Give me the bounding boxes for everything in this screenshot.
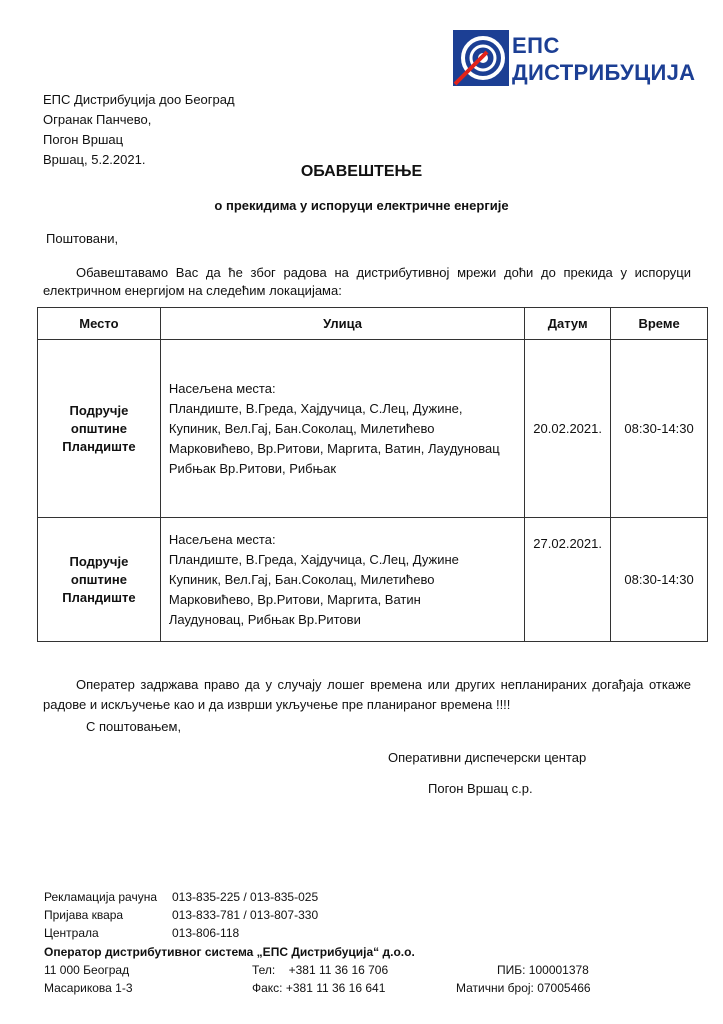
place-line: Подручје [69,553,129,569]
intro-paragraph: Обавештавамо Вас да ће због радова на дистрибутивној мрежи доћи до прекида у испоруци електричном енергијом на следећим локацијама: [43,265,691,298]
contact-label: Централа [44,926,99,940]
place-line: општине [70,571,127,587]
outage-table [37,307,708,642]
date-cell: 20.02.2021. [525,340,611,518]
street-line: Рибњак Вр.Ритови, Рибњак [168,460,337,476]
street-line: Насељена места: [168,380,276,396]
contact-value: 013-833-781 / 013-807-330 [172,908,319,922]
place-line: општине [70,420,127,436]
sender-branch: Огранак Панчево, [43,112,152,127]
header-time: Време [611,308,708,340]
contact-value: 013-835-225 / 013-835-025 [172,890,319,904]
operator-name: Оператор дистрибутивног система „ЕПС Дистрибуција“ д.о.о. [44,945,415,959]
date-cell: 27.02.2021. [525,518,611,642]
closing-text: С поштовањем, [86,719,182,734]
table-header-row [38,308,708,340]
time-cell: 08:30-14:30 [611,518,708,642]
contact-row [44,924,318,942]
footer-city: 11 000 Београд [44,963,130,977]
time-cell: 08:30-14:30 [611,340,708,518]
sender-block [43,90,235,170]
document-subtitle: о прекидима у испоруци електричне енергије [214,198,509,213]
place-line: Пландиште [62,589,136,605]
street-line: Купиник, Вел.Гај, Бан.Соколац, Милетићево [168,420,435,436]
contact-row [44,888,318,906]
footer-street: Масарикова 1-3 [44,981,133,995]
header-place: Место [38,308,161,340]
place-cell [38,340,161,518]
footer-fax: Факс: +381 11 36 16 641 [252,981,386,995]
streets-cell [160,518,524,642]
street-line: Марковићево, Вр.Ритови, Маргита, Ватин [168,591,421,607]
place-cell [38,518,161,642]
street-line: Лаудуновац, Рибњак Вр.Ритови [168,611,361,627]
contact-value: 013-806-118 [172,926,240,940]
eps-emblem-icon [453,28,513,88]
contact-label: Пријава квара [44,908,124,922]
signature-line1: Оперативни диспечерски центар [388,750,587,765]
document-title: ОБАВЕШТЕЊЕ [300,163,423,180]
street-line: Пландиште, В.Греда, Хајдучица, С.Лец, Дужине, [168,400,463,416]
greeting: Поштовани, [46,231,119,246]
logo-text-distribucija: ДИСТРИБУЦИЈА [512,60,696,85]
street-line: Насељена места: [168,531,276,547]
footer-tel: Тел: +381 11 36 16 706 [252,963,389,977]
sender-date: Вршац, 5.2.2021. [43,152,146,167]
contact-row [44,906,318,924]
header-date: Датум [525,308,611,340]
header-street: Улица [160,308,524,340]
sender-company: ЕПС Дистрибуција доо Београд [43,92,235,107]
contact-label: Рекламација рачуна [44,890,158,904]
notice-paragraph: Оператер задржава право да у случају лошег времена или других непланираних догађаја откаже радове и искључење као и да изврши укључење пре планираног времена !!!! [43,677,691,712]
table-row [38,518,708,642]
footer-contacts [44,888,318,942]
footer-pib: ПИБ: 100001378 [497,963,589,977]
footer-mb: Матични број: 07005466 [456,981,591,995]
place-line: Пландиште [62,438,136,454]
sender-unit: Погон Вршац [43,132,124,147]
table-row [38,340,708,518]
signature-line2: Погон Вршац с.р. [428,781,533,796]
place-line: Подручје [69,402,129,418]
logo-text-eps: ЕПС [512,33,560,58]
street-line: Пландиште, В.Греда, Хајдучица, С.Лец, Дужине [168,551,459,567]
street-line: Купиник, Вел.Гај, Бан.Соколац, Милетићево [168,571,435,587]
street-line: Марковићево, Вр.Ритови, Маргита, Ватин, Лаудуновац [168,440,500,456]
streets-cell [160,340,524,518]
